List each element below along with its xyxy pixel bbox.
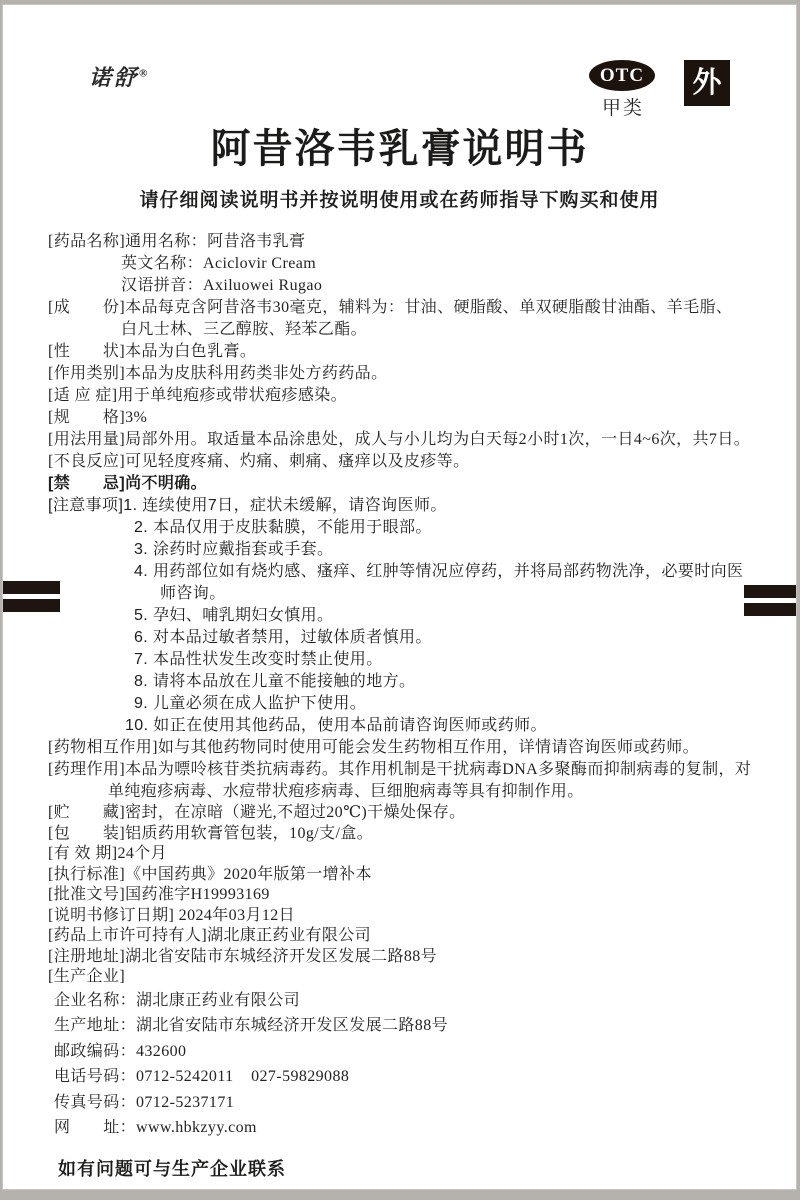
field-value: 4. 用药部位如有烧灼感、瘙痒、红肿等情况应停药，并将局部药物洗净，必要时向医 [134,563,744,580]
spec-row-precautions [48,495,776,517]
brand-logo [89,61,147,92]
field-value: 6. 对本品过敏者禁用，过敏体质者慎用。 [134,629,432,646]
registered-trademark-icon: ® [139,67,148,80]
spec-row-pharmacology-cont [48,781,776,803]
field-label: [批准文号] [48,886,126,903]
spec-row-ingredients-cont [48,319,776,341]
manufacturer-address-row [48,1013,776,1039]
spec-row-storage [48,803,776,824]
spec-row-dosage [48,429,776,451]
field-value: 英文名称：Aciclovir Cream [121,255,317,272]
field-value: 汉语拼音：Axiluowei Rugao [121,277,323,294]
field-value: 24个月 [117,845,168,862]
field-label: [作用类别] [48,365,126,382]
field-label: [药品名称] [48,233,126,250]
field-value: 密封，在凉暗（避光,不超过20℃)干燥处保存。 [125,804,466,821]
field-label: [规 格] [48,409,126,426]
precaution-item [48,605,776,627]
registration-mark [744,585,796,598]
field-label: [适 应 症] [48,387,118,404]
otc-badge [589,60,657,120]
field-value: 7. 本品性状发生改变时禁止使用。 [134,651,383,668]
spec-row-pharmacology [48,759,776,781]
field-value: 邮政编码：432600 [54,1042,187,1060]
field-label: [用法用量] [48,431,126,448]
spec-row-shelf-life [48,844,776,865]
otc-class-label: 甲类 [601,98,644,119]
field-value: 10. 如正在使用其他药品，使用本品前请咨询医师或药师。 [125,717,547,734]
field-value: 传真号码：0712-5237171 [54,1093,235,1111]
contact-footer-note: 如有问题可与生产企业联系 [58,1158,286,1179]
spec-row-revision-date [48,906,776,927]
field-label: [注意事项] [48,497,124,514]
field-value: 尚不明确。 [125,475,208,492]
field-value: 5. 孕妇、哺乳期妇女慎用。 [134,607,334,624]
field-value: 本品每克含阿昔洛韦30毫克，辅料为：甘油、硬脂酸、单双硬脂酸甘油酯、羊毛脂、 [125,299,733,316]
postal-code-row [48,1039,776,1065]
spec-row-english-name [48,253,776,275]
spec-row-contraindications [48,473,776,495]
field-value: 湖北康正药业有限公司 [207,927,372,944]
field-value: 2. 本品仅用于皮肤黏膜，不能用于眼部。 [134,519,432,536]
field-value: 通用名称：阿昔洛韦乳膏 [125,233,306,250]
leaflet-page [2,4,797,1190]
field-value: 本品为皮肤科用药类非处方药药品。 [125,365,388,382]
field-value: 9. 儿童必须在成人监护下使用。 [134,695,367,712]
field-label: [注册地址] [48,947,126,965]
spec-row-adverse-reactions [48,451,776,473]
field-value: 1. 连续使用7日，症状未缓解，请咨询医师。 [123,497,447,514]
spec-row-packaging [48,824,776,845]
field-label: [成 份] [48,299,126,316]
field-value: 国药准字H19993169 [125,886,270,903]
registration-mark [3,599,60,612]
field-label: [说明书修订日期] [48,906,175,924]
spec-row-drug-interactions [48,737,776,759]
spec-row-pinyin [48,275,776,297]
spec-row-category [48,363,776,385]
field-value: 白凡士林、三乙醇胺、羟苯乙酯。 [121,321,368,338]
phone-number-row [48,1064,776,1090]
registration-mark [744,603,796,616]
spec-row-ingredients [48,297,776,319]
field-value: 局部外用。取适量本品涂患处，成人与小儿均为白天每2小时1次，一日4~6次，共7日。 [125,431,751,448]
spec-row-approval-number [48,885,776,906]
field-value: 师咨询。 [160,585,226,602]
field-value: 2024年03月12日 [174,906,296,924]
precaution-item [48,561,776,583]
field-label: [不良反应] [48,453,126,470]
otc-ellipse-icon: OTC [589,60,655,91]
spec-row-manufacturer-header [48,967,776,988]
leaflet-body [48,231,776,1181]
field-value: 本品为白色乳膏。 [125,343,257,360]
field-value: 3% [125,409,148,426]
brand-name: 诺舒 [89,65,140,90]
spec-row-drug-name [48,231,776,253]
field-value: 如与其他药物同时使用可能会发生药物相互作用，详情请咨询医师或药师。 [157,739,700,756]
registration-mark [3,581,60,594]
field-value: 电话号码：0712-5242011 027-59829088 [54,1068,350,1085]
precaution-item [48,671,776,693]
field-value: 生产地址：湖北省安陆市东城经济开发区发展二路88号 [54,1017,449,1034]
spec-row-indications [48,385,776,407]
precaution-item [48,517,776,539]
spec-row-registered-address [48,947,776,968]
field-label: [药物相互作用] [48,739,158,756]
precaution-item-cont [48,583,776,605]
field-value: 单纯疱疹病毒、水痘带状疱疹病毒、巨细胞病毒等具有抑制作用。 [108,783,584,800]
field-label: [有 效 期] [48,845,118,862]
field-value: 湖北省安陆市东城经济开发区发展二路88号 [125,947,438,965]
spec-row-license-holder [48,926,776,947]
field-value: 用于单纯疱疹或带状疱疹感染。 [117,387,348,404]
field-value: 网 址：www.hbkzyy.com [54,1119,257,1136]
field-label: [生产企业] [48,968,126,985]
spec-row-standard [48,865,776,886]
usage-warning-subtitle: 请仔细阅读说明书并按说明使用或在药师指导下购买和使用 [139,190,660,211]
fax-number-row [48,1090,776,1116]
precaution-item [48,715,776,737]
field-value: 《中国药典》2020年版第一增补本 [125,865,372,883]
precaution-item [48,693,776,715]
precaution-item [48,649,776,671]
field-label: [贮 藏] [48,804,126,821]
field-value: 可见轻度疼痛、灼痛、刺痛、瘙痒以及皮疹等。 [125,453,470,470]
spec-row-strength [48,407,776,429]
precaution-item [48,539,776,561]
field-value: 本品为嘌呤核苷类抗病毒药。其作用机制是干扰病毒DNA多聚酶而抑制病毒的复制，对 [125,761,752,778]
page-title: 阿昔洛韦乳膏说明书 [210,127,589,171]
field-label: [包 装] [48,824,126,842]
field-label: [性 状] [48,343,126,360]
field-label: [执行标准] [48,865,126,883]
field-value: 8. 请将本品放在儿童不能接触的地方。 [134,673,416,690]
manufacturer-name-row [48,988,776,1014]
precaution-item [48,627,776,649]
field-label: [禁 忌] [48,475,126,492]
field-value: 企业名称：湖北康正药业有限公司 [54,991,301,1009]
field-label: [药理作用] [48,761,126,778]
field-value: 铝质药用软膏管包装，10g/支/盒。 [125,824,374,842]
field-value: 3. 涂药时应戴指套或手套。 [134,541,334,558]
website-row [48,1115,776,1141]
field-label: [药品上市许可持有人] [48,927,208,944]
external-use-badge: 外 [684,60,730,106]
spec-row-appearance [48,341,776,363]
